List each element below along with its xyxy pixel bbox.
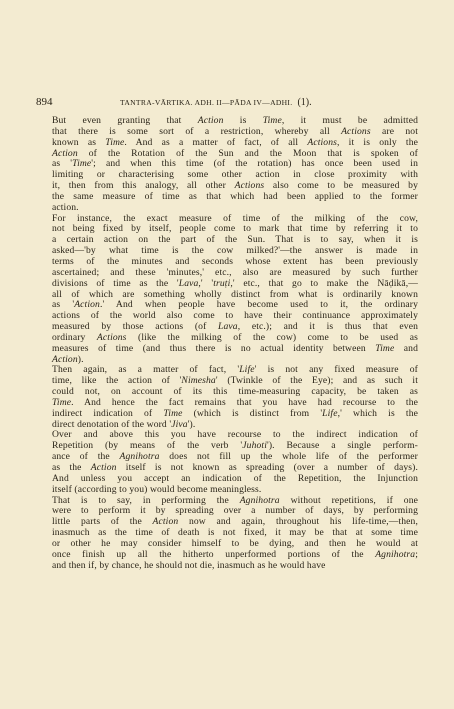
text-line: that there is some sort of a restriction, whereby all Actions are not <box>52 126 418 137</box>
paragraph <box>34 116 418 214</box>
text-line: asked—'by what time is the cow milked?'—the answer is made in <box>52 246 418 257</box>
text-line: direct denotation of the word 'Jiva'). <box>52 419 196 430</box>
text-line: ance of the Agnihotra does not fill up the whole life of the performer <box>52 452 418 463</box>
text-line: indirect indication of Time (which is distinct from 'Life,' which is the <box>52 408 418 419</box>
text-line: as 'Action.' And when people have become used to it, the ordinary <box>52 300 418 311</box>
text-line: For instance, the exact measure of time of the milking of the cow, <box>52 213 418 224</box>
text-line: But even granting that Action is Time, it must be admitted <box>52 116 418 126</box>
text-line: could not, on account of its this time-measuring capacity, be taken as <box>52 387 418 398</box>
text-line: not being fixed by itself, people come to mark that time by referring it to <box>52 224 418 235</box>
text-line: terms of the minutes and seconds whose extent has been previously <box>52 256 418 267</box>
paragraph <box>34 365 418 430</box>
text-line: Over and above this you have recourse to the indirect indication of <box>52 430 418 441</box>
text-line: inasmuch as the time of death is not fixed, it may be that at some time <box>52 528 418 539</box>
text-line: as 'Time'; and when this time (of the rotation) has once been used in <box>52 159 418 170</box>
paragraph <box>34 430 418 495</box>
text-line: ascertained; and these 'minutes,' etc., also are measured by such further <box>52 267 418 278</box>
body-text <box>34 116 418 571</box>
text-line: it, then from this analogy, all other Actions also come to be measured by <box>52 181 418 192</box>
text-line: Action). <box>52 354 84 365</box>
running-head-title: TANTRA-VĀRTIKA. ADH. II—PĀDA IV—ADHI. <box>120 98 293 107</box>
text-line: a certain action on the part of the Sun. That is to say, when it is <box>52 235 418 246</box>
text-line: divisions of time as the 'Lava,' 'truṭi,' etc., that go to make the Nāḍikā,— <box>52 278 418 289</box>
text-line: Repetition (by means of the verb 'Juhoti'). Because a single perform- <box>52 441 418 452</box>
running-head-chapter: (1). <box>297 97 312 108</box>
text-line: itself (according to you) would become meaningless. <box>52 484 262 495</box>
text-line: And unless you accept an indication of the Repetition, the Injunction <box>52 473 418 484</box>
text-line: measures of time (and thus there is no actual identity between Time and <box>52 343 418 354</box>
text-line: once finish up all the hitherto unperformed portions of the Agnihotra; <box>52 549 418 560</box>
text-line: ordinary Actions (like the milking of the cow) come to be used as <box>52 332 418 343</box>
running-head <box>120 97 312 108</box>
text-line: measured by those actions (of Lava, etc.); and it is thus that even <box>52 322 418 333</box>
text-line: and then if, by chance, he should not die, inasmuch as he would have <box>52 560 326 571</box>
text-line: little parts of the Action now and again, throughout his life-time,—then, <box>52 517 418 528</box>
text-line: known as Time. And as a matter of fact, of all Actions, it is only the <box>52 137 418 148</box>
text-line: time, like the action of 'Nimesha' (Twinkle of the Eye); and as such it <box>52 376 418 387</box>
page-number: 894 <box>36 96 53 108</box>
text-line: were to perform it by spreading over a number of days, by performing <box>52 506 418 517</box>
text-line: action. <box>52 202 79 213</box>
text-line: Then again, as a matter of fact, 'Life' is not any fixed measure of <box>52 365 418 376</box>
text-line: limiting or characterising some other action in close proximity with <box>52 170 418 181</box>
paragraph <box>34 496 418 572</box>
text-line: Action of the Rotation of the Sun and the Moon that is spoken of <box>52 148 418 159</box>
text-line: all of which are something wholly distinct from what is ordinarily known <box>52 289 418 300</box>
text-line: That is to say, in performing the Agnihotra without repetitions, if one <box>52 495 418 506</box>
text-line: the same measure of time as that which had been applied to the former <box>52 191 418 202</box>
page-header <box>36 96 416 110</box>
paragraph <box>34 214 418 366</box>
text-line: as the Action itself is not known as spreading (over a number of days). <box>52 463 418 473</box>
text-line: or other he may consider himself to be dying, and then he would at <box>52 538 418 549</box>
text-line: actions of the world also come to have their continuance approximately <box>52 311 418 322</box>
text-line: Time. And hence the fact remains that you have had recourse to the <box>52 397 418 408</box>
